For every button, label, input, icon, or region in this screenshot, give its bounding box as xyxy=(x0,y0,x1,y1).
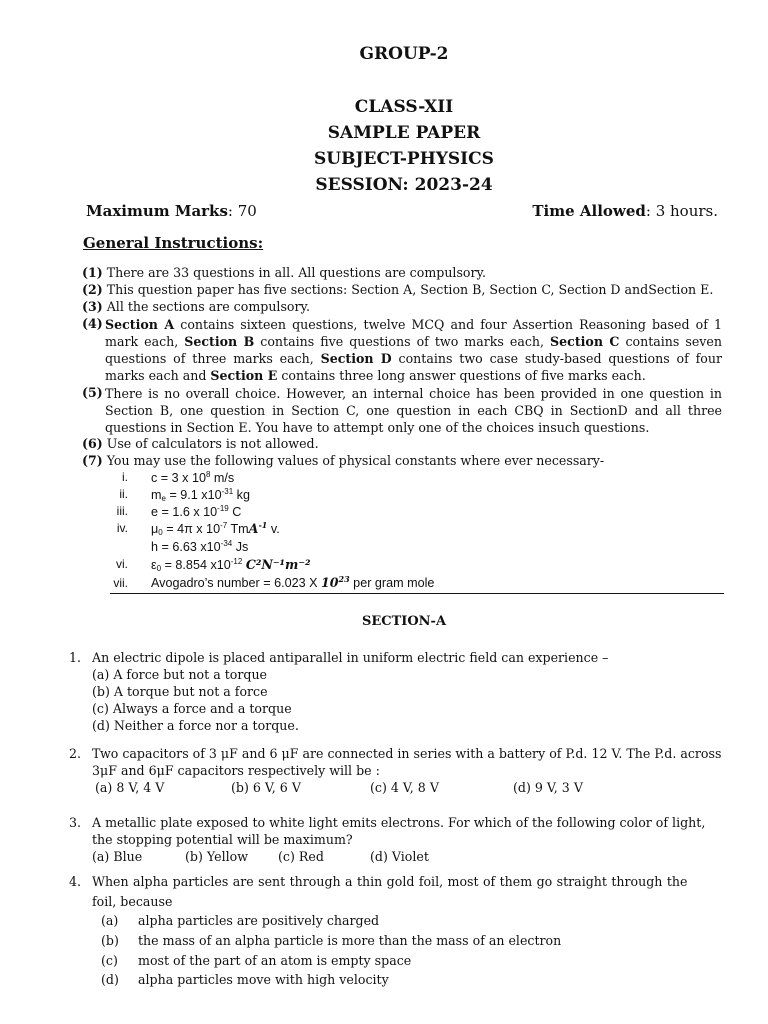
option-label: (b) xyxy=(101,933,119,948)
section-c-text: contains seven questions of three marks each, xyxy=(105,334,722,366)
constant-planck: h = 6.63 $x10^{-34}$ Js xyxy=(151,539,249,554)
option: (b) Yellow xyxy=(185,849,248,864)
constant-avogadro: Avogadro’s number = 6.023 X $10^{23}$ per gram mole xyxy=(151,574,435,590)
session-heading: SESSION: 2023-24 xyxy=(315,175,493,195)
instruction-item xyxy=(82,265,486,282)
instruction-item xyxy=(82,282,713,299)
constant-numeral: i. xyxy=(122,470,128,484)
option: (a) 8 V, 4 V xyxy=(95,780,165,795)
constant-electron-mass: $m_e = 9.1$ $x10^{-31}$ kg xyxy=(151,487,250,503)
group-heading: GROUP-2 xyxy=(359,44,449,64)
section-a-heading: SECTION-A xyxy=(361,614,447,629)
question-number: 3. xyxy=(69,815,82,830)
instruction-number: (5) xyxy=(82,385,103,400)
instruction-text: All the sections are compulsory. xyxy=(106,299,310,314)
paper-heading: SAMPLE PAPER xyxy=(327,123,481,143)
option: (d) Violet xyxy=(370,849,429,864)
constant-permeability: $\mu_0 = 4\pi$ x $10^{-7}$ TmA$^{-1}$ v. xyxy=(151,520,280,537)
option-label: (a) xyxy=(101,913,119,928)
option: (b) 6 V, 6 V xyxy=(231,780,301,795)
section-d-label: Section D xyxy=(320,351,392,366)
section-e-text: contains three long answer questions of five marks each. xyxy=(277,368,646,383)
instruction-text-sections xyxy=(105,316,722,384)
instruction-number: (3) xyxy=(82,299,103,314)
instruction-text: Use of calculators is not allowed. xyxy=(106,436,319,451)
option: (b) A torque but not a force xyxy=(92,684,268,699)
option-text: alpha particles are positively charged xyxy=(138,913,380,928)
section-a-text: contains sixteen questions, twelve MCQ and four Assertion Reasoning based of 1 mark each, xyxy=(105,317,722,349)
instruction-text: You may use the following values of physical constants where ever necessary- xyxy=(106,453,605,468)
maximum-marks-value: : 70 xyxy=(227,202,257,220)
option-label: (d) xyxy=(101,972,119,987)
option-label: (c) xyxy=(101,953,118,968)
instruction-text: This question paper has five sections: Section A, Section B, Section C, Section D andSection E. xyxy=(106,282,714,297)
section-a-label: Section A xyxy=(105,317,175,332)
divider-rule xyxy=(110,593,724,594)
question-number: 1. xyxy=(69,650,82,665)
subject-heading: SUBJECT-PHYSICS xyxy=(314,149,494,169)
time-allowed xyxy=(532,201,718,221)
question-text: A metallic plate exposed to white light emits electrons. For which of the following color of light, xyxy=(92,815,706,830)
question-text: the stopping potential will be maximum? xyxy=(92,832,353,847)
constant-electron-charge: e = 1.6 x $10^{-19}$ C xyxy=(151,504,242,519)
instruction-number: (7) xyxy=(82,453,103,468)
constant-numeral: ii. xyxy=(119,487,128,501)
section-d-text: contains two case study-based questions of four marks each and xyxy=(105,351,723,383)
instruction-number: (1) xyxy=(82,265,103,280)
constant-numeral: vi. xyxy=(116,557,128,571)
instruction-text: There is no overall choice. However, an internal choice has been provided in one question in Section B, one question in Section C, one question in each CBQ in SectionD and all three questions in Section E. You have to attempt only one of the choices insuch questions. xyxy=(105,386,722,435)
instruction-text: There are 33 questions in all. All questions are compulsory. xyxy=(106,265,486,280)
instruction-item xyxy=(82,299,310,316)
question-number: 2. xyxy=(69,746,82,761)
instruction-number: (4) xyxy=(82,316,103,331)
instruction-number: (2) xyxy=(82,282,103,297)
option-text: the mass of an alpha particle is more than the mass of an electron xyxy=(138,933,562,948)
constant-permittivity: $\varepsilon_0 = 8.854$ $x10^{-12}$ C²N⁻¹m⁻² xyxy=(151,557,311,573)
class-heading: CLASS-XII xyxy=(354,97,454,117)
question-text: An electric dipole is placed antiparallel in uniform electric field can experience – xyxy=(92,650,609,665)
constant-numeral: iv. xyxy=(116,521,128,535)
option: (d) Neither a force nor a torque. xyxy=(92,718,299,733)
time-allowed-value: : 3 hours. xyxy=(645,202,718,220)
constant-speed-of-light: c = 3 x $10^8$ m/s xyxy=(151,470,235,485)
question-number: 4. xyxy=(69,874,82,889)
option: (c) Red xyxy=(278,849,324,864)
general-instructions-title: General Instructions: xyxy=(83,234,264,252)
maximum-marks-label: Maximum Marks xyxy=(86,202,228,220)
instruction-item xyxy=(82,436,319,453)
section-b-label: Section B xyxy=(184,334,255,349)
section-c-label: Section C xyxy=(550,334,620,349)
question-text: foil, because xyxy=(92,894,173,909)
section-b-text: contains five questions of two marks each, xyxy=(254,334,551,349)
constant-numeral: vii. xyxy=(113,576,128,590)
time-allowed-label: Time Allowed xyxy=(532,202,646,220)
option: (a) Blue xyxy=(92,849,143,864)
instruction-number: (6) xyxy=(82,436,103,451)
option: (a) A force but not a torque xyxy=(92,667,268,682)
option: (c) 4 V, 8 V xyxy=(370,780,439,795)
option-text: most of the part of an atom is empty space xyxy=(138,953,412,968)
option: (d) 9 V, 3 V xyxy=(513,780,583,795)
question-text: Two capacitors of 3 μF and 6 μF are connected in series with a battery of P.d. 12 V. The P.d. across xyxy=(92,746,722,761)
option: (c) Always a force and a torque xyxy=(92,701,292,716)
maximum-marks xyxy=(86,201,257,221)
question-text: 3μF and 6μF capacitors respectively will be : xyxy=(92,763,380,778)
question-text: When alpha particles are sent through a thin gold foil, most of them go straight through the xyxy=(92,874,688,889)
option-text: alpha particles move with high velocity xyxy=(138,972,389,987)
constant-numeral: iii. xyxy=(116,504,128,518)
instruction-item xyxy=(82,453,604,470)
section-e-label: Section E xyxy=(210,368,278,383)
